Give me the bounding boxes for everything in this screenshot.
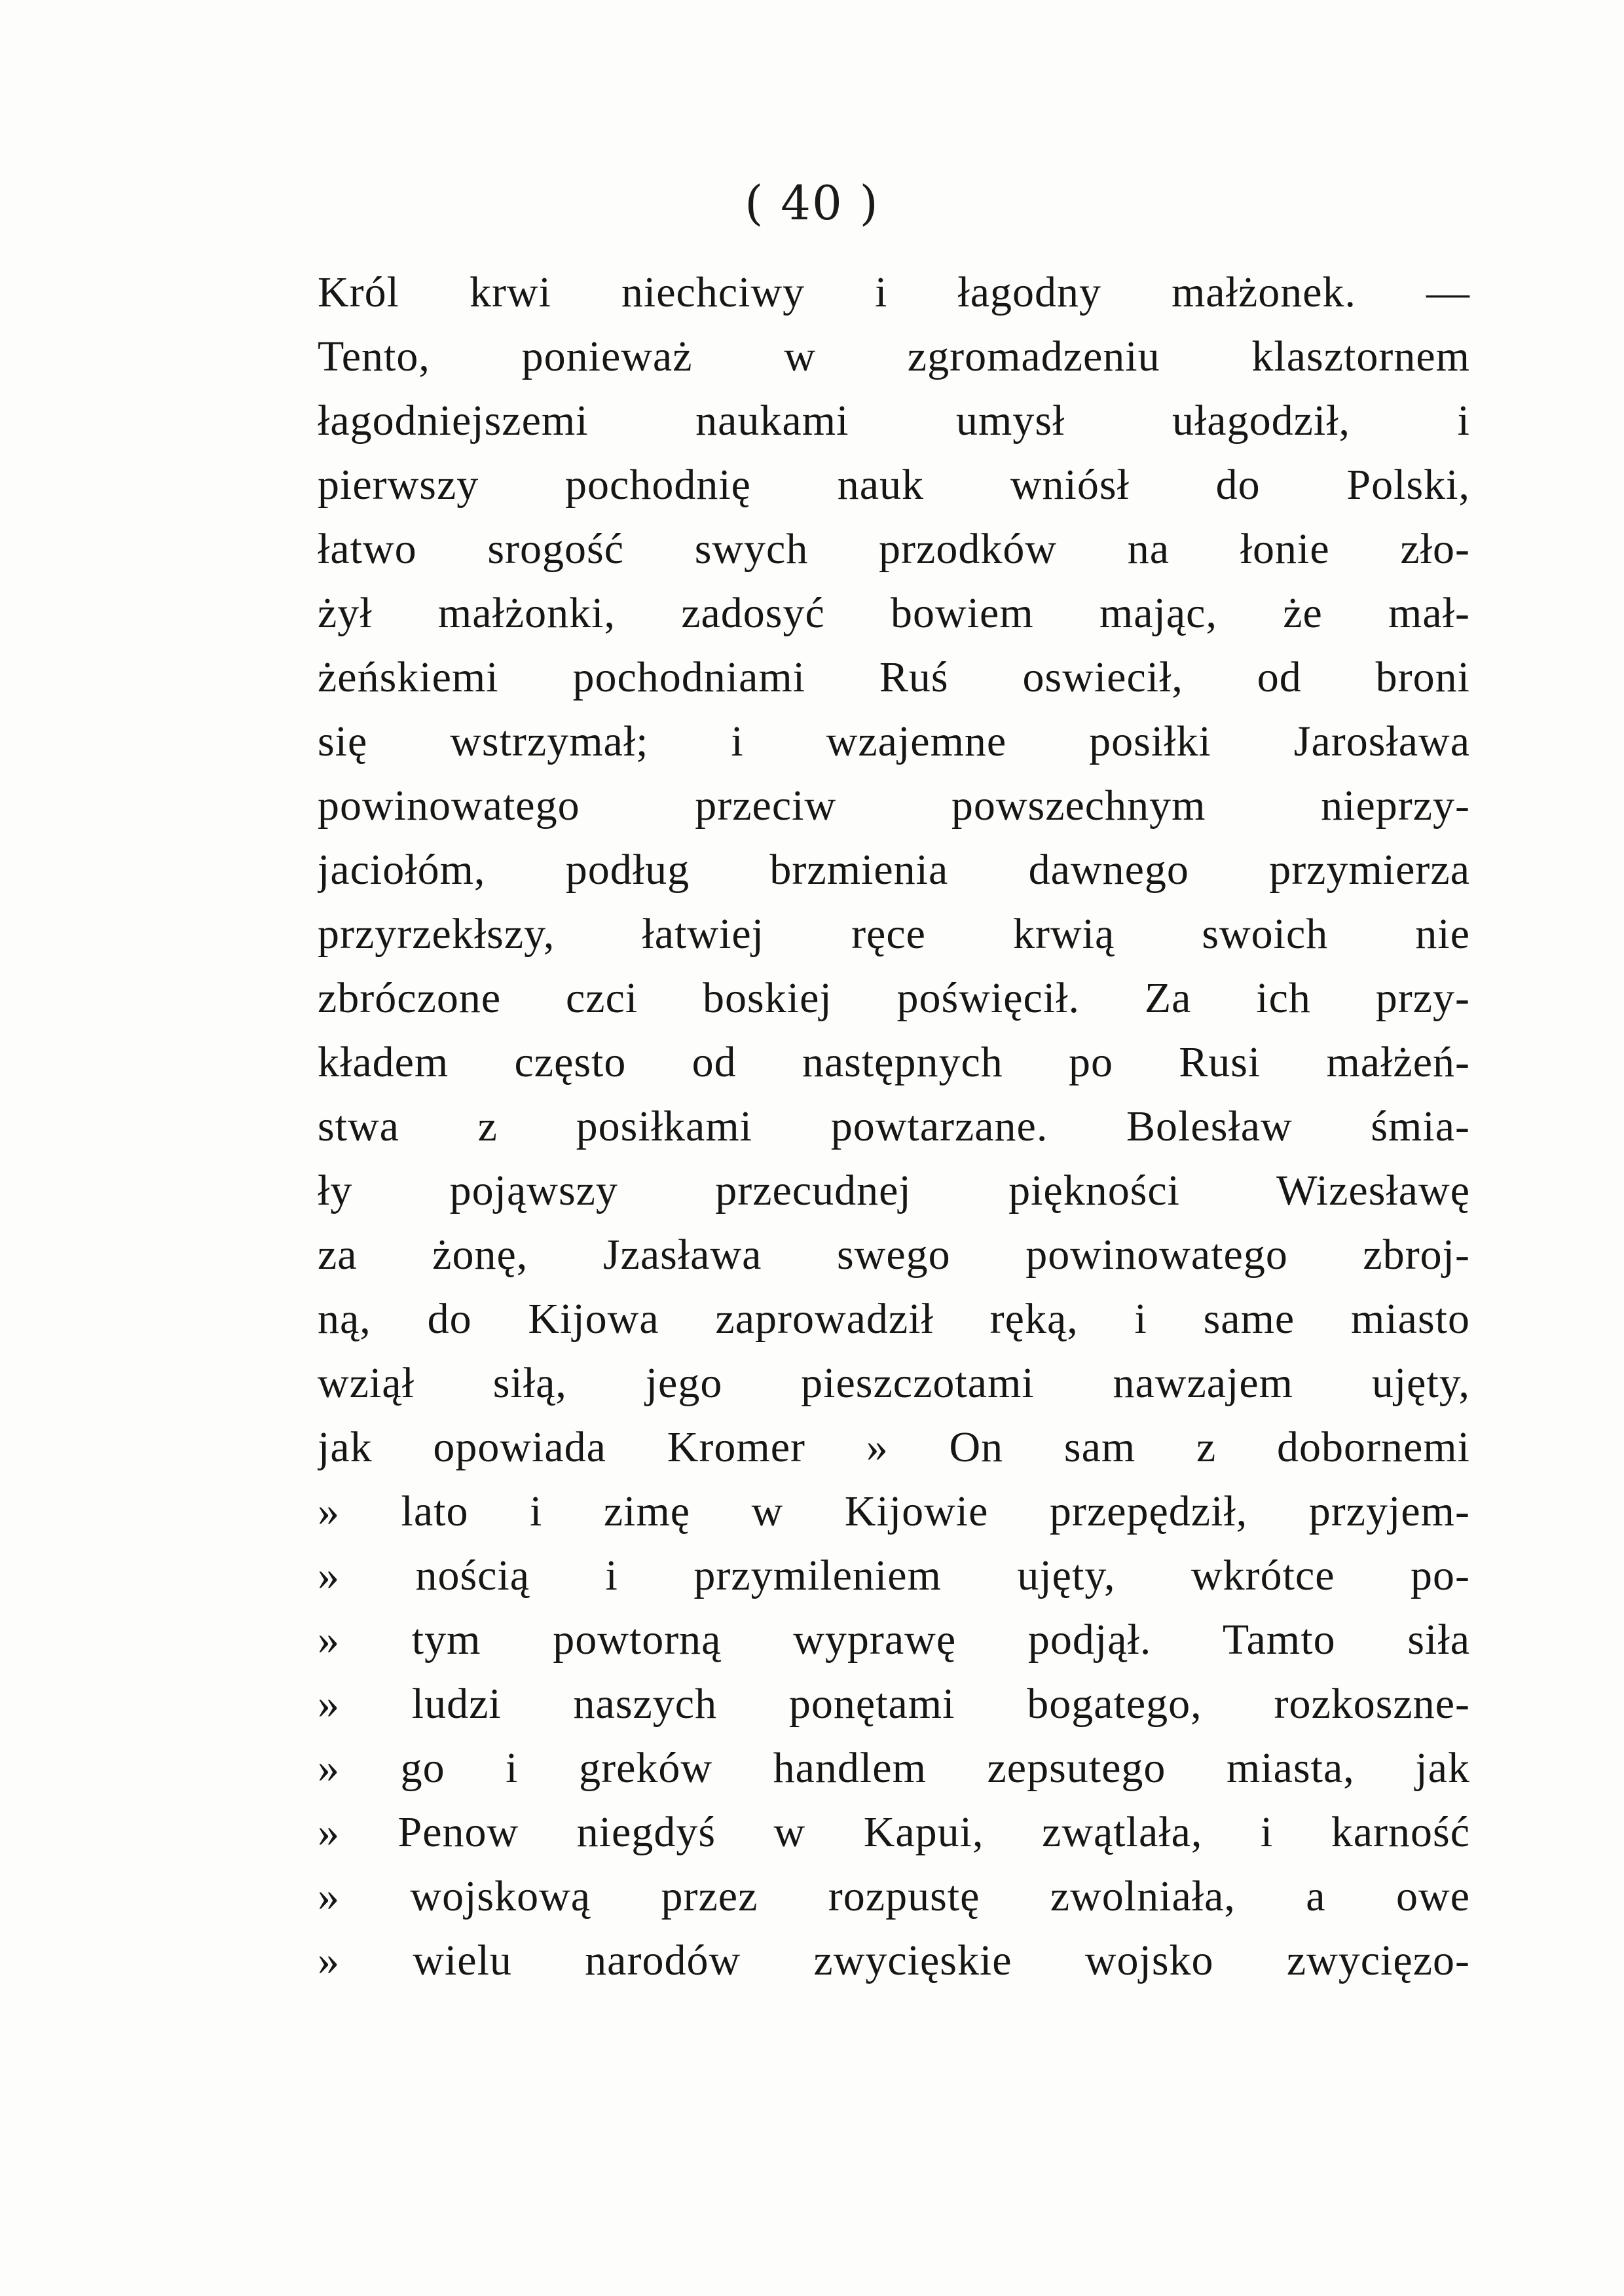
text-line: » wielu narodów zwycięskie wojsko zwycięzo- bbox=[318, 1937, 1470, 1984]
text-line: ły pojąwszy przecudnej piękności Wizesławę bbox=[318, 1167, 1470, 1214]
text-line: » nością i przymileniem ujęty, wkrótce po- bbox=[318, 1552, 1470, 1599]
text-line: za żonę, Jzasława swego powinowatego zbroj- bbox=[318, 1231, 1470, 1279]
text-line: powinowatego przeciw powszechnym nieprzy- bbox=[318, 782, 1470, 829]
text-line: jaciołóm, podług brzmienia dawnego przymierza bbox=[318, 846, 1470, 894]
text-line: stwa z posiłkami powtarzane. Bolesław śmia- bbox=[318, 1102, 1470, 1150]
text-line: » wojskową przez rozpustę zwolniała, a owe bbox=[318, 1872, 1470, 1920]
text-line: łatwo srogość swych przodków na łonie zło- bbox=[318, 525, 1470, 573]
text-line: żeńskiemi pochodniami Ruś oswiecił, od broni bbox=[318, 653, 1470, 701]
text-line: jak opowiada Kromer » On sam z dobornemi bbox=[318, 1423, 1470, 1471]
text-line: przyrzekłszy, łatwiej ręce krwią swoich nie bbox=[318, 910, 1470, 958]
text-line: pierwszy pochodnię nauk wniósł do Polski, bbox=[318, 461, 1470, 509]
text-line: Król krwi niechciwy i łagodny małżonek. — bbox=[318, 268, 1470, 316]
text-line: Tento, ponieważ w zgromadzeniu klasztornem bbox=[318, 333, 1470, 380]
text-line: » tym powtorną wyprawę podjął. Tamto siła bbox=[318, 1616, 1470, 1664]
text-line: » ludzi naszych ponętami bogatego, rozkoszne- bbox=[318, 1680, 1470, 1728]
body-text bbox=[318, 261, 1470, 1993]
page-number: ( 40 ) bbox=[745, 175, 879, 230]
text-line: wziął siłą, jego pieszczotami nawzajem ujęty, bbox=[318, 1359, 1470, 1407]
text-line: ną, do Kijowa zaprowadził ręką, i same miasto bbox=[318, 1295, 1470, 1343]
text-line: » Penow niegdyś w Kapui, zwątlała, i karność bbox=[318, 1808, 1470, 1856]
text-line: łagodniejszemi naukami umysł ułagodził, i bbox=[318, 397, 1470, 445]
text-line: się wstrzymał; i wzajemne posiłki Jarosława bbox=[318, 718, 1470, 765]
text-line: » lato i zimę w Kijowie przepędził, przyjem- bbox=[318, 1487, 1470, 1535]
text-line: » go i greków handlem zepsutego miasta, jak bbox=[318, 1744, 1470, 1792]
text-line: żył małżonki, zadosyć bowiem mając, że mał- bbox=[318, 589, 1470, 637]
text-line: zbróczone czci boskiej poświęcił. Za ich przy- bbox=[318, 974, 1470, 1022]
text-line: kładem często od następnych po Rusi małżeń- bbox=[318, 1038, 1470, 1086]
